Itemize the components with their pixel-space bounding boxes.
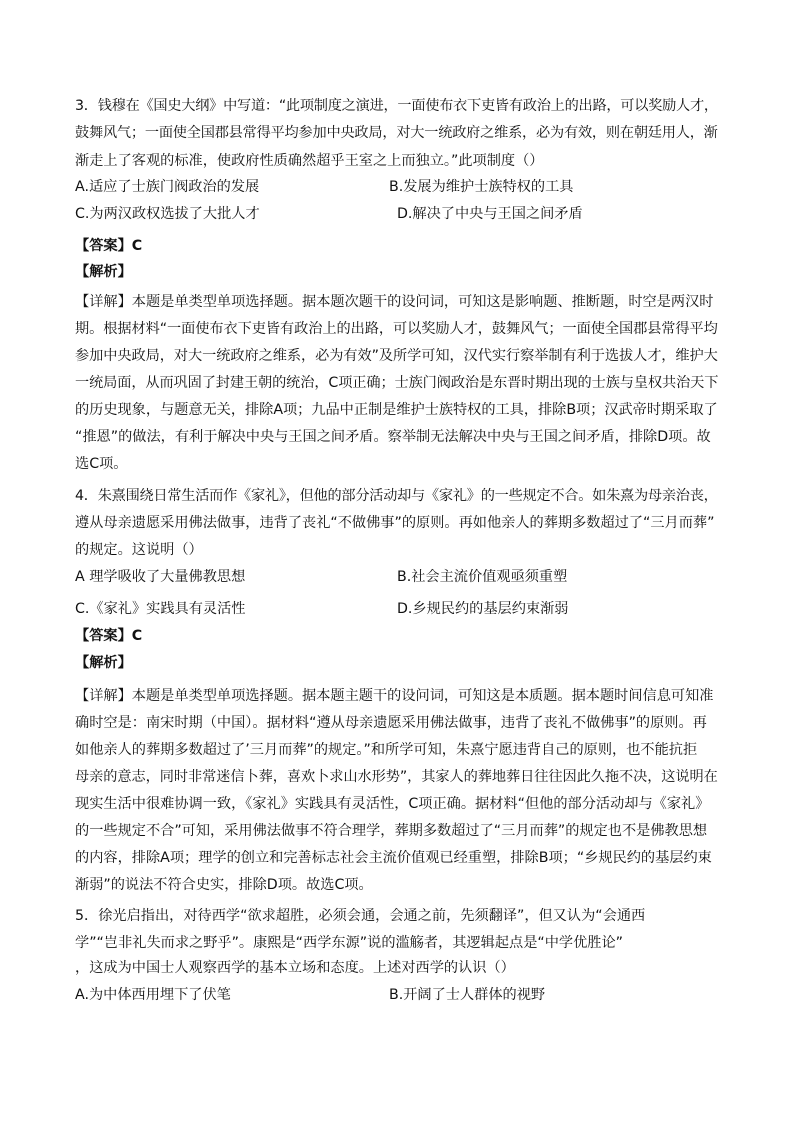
q4-option-b: B.社会主流价值观亟须重塑 [397, 569, 568, 585]
q4-analysis-label: 【解析】 [75, 655, 132, 671]
q4-option-c: C.《家礼》实践具有灵活性 [75, 601, 246, 617]
q3-detail-line-1: 【详解】本题是单类型单项选择题。据本题次题干的设问词，可知这是影响题、推断题，时空是两汉时 [75, 294, 714, 310]
q4-option-d: D.乡规民约的基层约束渐弱 [397, 601, 569, 617]
q4-stem-line-2: 遵从母亲遗愿采用佛法做事，违背了丧礼“不做佛事”的原则。再如他亲人的葬期多数超过了“三月而葬” [75, 515, 715, 531]
q5-stem-line-2: 学”“岂非礼失而求之野乎”。康熙是“西学东源”说的滥觞者，其逻辑起点是“中学优胜论” [75, 935, 624, 951]
q4-stem-line-1: 4．朱熹围绕日常生活而作《家礼》，但他的部分活动却与《家礼》的一些规定不合。如朱熹为母亲治丧， [75, 488, 718, 504]
q3-detail-line-4: 一统局面，从而巩固了封建王朝的统治，C项正确；士族门阀政治是东晋时期出现的士族与皇权共治天下 [75, 375, 719, 391]
q4-detail-line-8: 渐弱”的说法不符合史实，排除D项。故选C项。 [75, 877, 373, 893]
q4-detail-line-3: 如他亲人的葬期多数超过了’三月而葬”的规定。”和所学可知，朱熹宁愿违背自己的原则，也不能抗拒 [75, 742, 698, 758]
answer-label: 【答案】 [75, 238, 132, 254]
q5-stem-line-3: ，这成为中国士人观察西学的基本立场和态度。上述对西学的认识（） [75, 960, 515, 976]
q3-answer [75, 236, 142, 256]
q3-option-d: D.解决了中央与王国之间矛盾 [397, 206, 583, 222]
q3-detail-line-5: 的历史现象，与题意无关，排除A项；九品中正制是维护士族特权的工具，排除B项；汉武帝时期采取了 [75, 402, 718, 418]
answer-label: 【答案】 [75, 628, 132, 644]
answer-value: C [131, 238, 143, 254]
q4-detail-line-2: 确时空是：南宋时期（中国）。据材料“遵从母亲遗愿采用佛法做事，违背了丧礼不做佛事”的原则。再 [75, 715, 707, 731]
q4-detail-line-4: 母亲的意志，同时非常迷信卜葬，喜欢卜求山水形势”，其家人的葬地葬日往往因此久拖不决，这说明在 [75, 769, 718, 785]
q3-option-a: A.适应了士族门阀政治的发展 [75, 179, 260, 195]
q5-option-b: B.开阔了士人群体的视野 [389, 987, 546, 1003]
q4-detail-line-7: 的内容，排除A项；理学的创立和完善标志社会主流价值观已经重塑，排除B项；“乡规民约的基层约束 [75, 850, 712, 866]
q3-detail-line-6: “推恩”的做法，有利于解决中央与王国之间矛盾。察举制无法解决中央与王国之间矛盾，排除D项。故 [75, 429, 711, 445]
q4-detail-line-5: 现实生活中很难协调一致，《家礼》实践具有灵活性，C项正确。据材料“但他的部分活动却与《家礼》 [75, 796, 710, 812]
answer-value: C [131, 628, 143, 644]
q4-detail-line-1: 【详解】本题是单类型单项选择题。据本题主题干的设问词，可知这是本质题。据本题时间信息可知准 [75, 688, 714, 704]
q5-option-a: A.为中体西用埋下了伏笔 [75, 987, 231, 1003]
q5-stem-line-1: 5．徐光启指出，对待西学“欲求超胜，必须会通，会通之前，先须翻译”，但又认为“会通西 [75, 908, 646, 924]
q3-stem-line-3: 渐走上了客观的标准，使政府性质确然超乎王室之上而独立。”此项制度（） [75, 153, 544, 169]
q3-detail-line-7: 选C项。 [75, 456, 128, 472]
q3-analysis-label: 【解析】 [75, 264, 132, 280]
q4-option-a: A 理学吸收了大量佛教思想 [75, 569, 246, 585]
q3-detail-line-3: 参加中央政局，对大一统政府之维系，必为有效”及所学可知，汉代实行察举制有利于选拔人才，维护大 [75, 348, 718, 364]
q3-option-b: B.发展为维护士族特权的工具 [389, 179, 574, 195]
q3-stem-line-2: 鼓舞风气；一面使全国郡县常得平均参加中央政局，对大一统政府之维系，必为有效，则在朝廷用人，渐 [75, 125, 718, 141]
q4-detail-line-6: 的一些规定不合”可知，采用佛法做事不符合理学，葬期多数超过了“三月而葬”的规定也不是佛教思想 [75, 823, 708, 839]
q3-detail-line-2: 期。根据材料“一面使布衣下吏皆有政治上的出路，可以奖励人才，鼓舞风气；一面使全国郡县常得平均 [75, 321, 718, 337]
q3-option-c: C.为两汉政权选拔了大批人才 [75, 206, 260, 222]
q4-stem-line-3: 的规定。这说明（） [75, 542, 203, 558]
q3-stem-line-1: 3．钱穆在《国史大纲》中写道：“此项制度之演进，一面使布衣下吏皆有政治上的出路，可以奖励人才， [75, 98, 718, 114]
q4-answer [75, 626, 142, 646]
